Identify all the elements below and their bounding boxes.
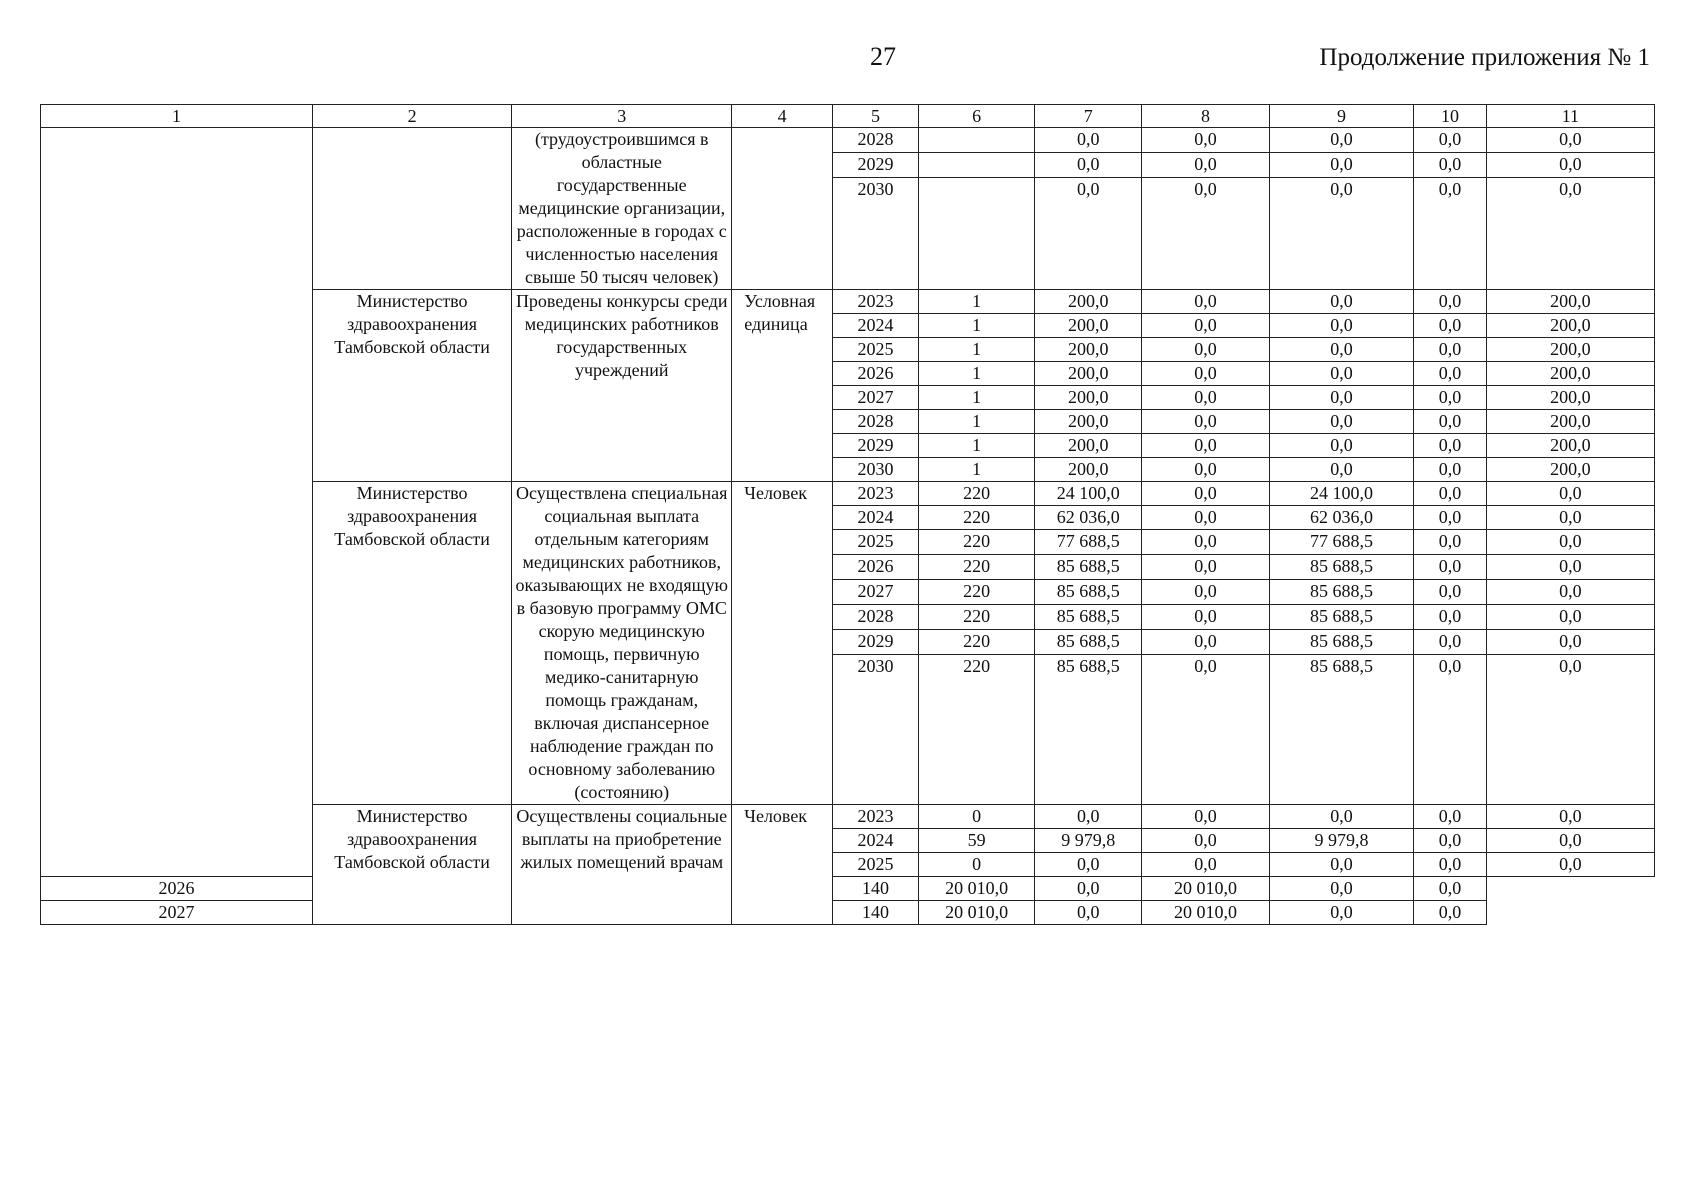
value-cell: 0,0	[1142, 178, 1270, 290]
value-cell: 0,0	[1142, 153, 1270, 178]
year-cell: 2026	[41, 877, 313, 901]
value-cell: 220	[919, 530, 1035, 555]
value-cell: 200,0	[1486, 290, 1654, 314]
unit-cell: Условная единица	[732, 290, 833, 482]
value-cell: 0,0	[1414, 290, 1487, 314]
value-cell: 0,0	[1414, 853, 1487, 877]
value-cell: 0	[919, 853, 1035, 877]
year-cell: 2024	[832, 506, 918, 530]
year-cell: 2029	[832, 630, 918, 655]
value-cell: 0,0	[1269, 901, 1413, 925]
value-cell: 200,0	[1035, 314, 1142, 338]
value-cell: 0,0	[1486, 153, 1654, 178]
value-cell: 1	[919, 434, 1035, 458]
value-cell: 0,0	[1414, 506, 1487, 530]
year-cell: 2029	[832, 434, 918, 458]
executor-cell: Министерство здравоохранения Тамбовской области	[312, 482, 511, 805]
column-1-cell	[41, 128, 313, 877]
value-cell: 0,0	[1414, 901, 1487, 925]
value-cell: 0,0	[1486, 178, 1654, 290]
executor-cell	[312, 128, 511, 290]
year-cell: 2027	[41, 901, 313, 925]
value-cell: 220	[919, 482, 1035, 506]
value-cell: 200,0	[1486, 434, 1654, 458]
value-cell: 0,0	[1414, 655, 1487, 805]
column-header: 1	[41, 105, 313, 128]
value-cell: 0,0	[1269, 805, 1413, 829]
value-cell: 0,0	[1142, 314, 1270, 338]
table-row	[41, 877, 1655, 901]
value-cell: 200,0	[1486, 338, 1654, 362]
year-cell: 2029	[832, 153, 918, 178]
value-cell: 85 688,5	[1035, 605, 1142, 630]
value-cell: 0,0	[1269, 458, 1413, 482]
year-cell: 2025	[832, 530, 918, 555]
column-header: 7	[1035, 105, 1142, 128]
value-cell: 200,0	[1035, 410, 1142, 434]
year-cell: 2027	[832, 386, 918, 410]
value-cell: 200,0	[1035, 362, 1142, 386]
value-cell: 0,0	[1414, 530, 1487, 555]
value-cell: 0,0	[1414, 153, 1487, 178]
value-cell: 0,0	[1269, 877, 1413, 901]
column-header: 6	[919, 105, 1035, 128]
result-cell: (трудоустроившимся в областные государственные медицинские организации, расположенные в городах с численностью населения свыше 50 тысяч человек)	[512, 128, 732, 290]
value-cell: 200,0	[1486, 410, 1654, 434]
value-cell: 85 688,5	[1269, 630, 1413, 655]
result-cell: Осуществлена специальная социальная выплата отдельным категориям медицинских работников, оказывающих не входящую в базовую программу ОМС скорую медицинскую помощь, первичную медико-санитарную помощь гражданам, включая диспансерное наблюдение граждан по основному заболеванию (состоянию)	[512, 482, 732, 805]
value-cell: 0,0	[1486, 506, 1654, 530]
value-cell: 0,0	[1142, 434, 1270, 458]
value-cell: 0,0	[1414, 580, 1487, 605]
table-row	[41, 128, 1655, 153]
value-cell: 140	[832, 877, 918, 901]
value-cell: 200,0	[1035, 434, 1142, 458]
year-cell: 2028	[832, 605, 918, 630]
appendix-table	[40, 104, 1655, 925]
value-cell: 0,0	[1486, 580, 1654, 605]
result-cell: Осуществлены социальные выплаты на приобретение жилых помещений врачам	[512, 805, 732, 925]
value-cell	[919, 153, 1035, 178]
value-cell: 0,0	[1414, 805, 1487, 829]
value-cell: 85 688,5	[1269, 580, 1413, 605]
value-cell: 0,0	[1035, 153, 1142, 178]
year-cell: 2024	[832, 314, 918, 338]
value-cell: 0	[919, 805, 1035, 829]
value-cell	[919, 128, 1035, 153]
value-cell: 0,0	[1414, 314, 1487, 338]
value-cell: 85 688,5	[1035, 555, 1142, 580]
value-cell: 0,0	[1486, 605, 1654, 630]
value-cell: 20 010,0	[1142, 901, 1270, 925]
value-cell: 0,0	[1142, 655, 1270, 805]
year-cell: 2030	[832, 655, 918, 805]
value-cell: 0,0	[1142, 128, 1270, 153]
value-cell: 1	[919, 338, 1035, 362]
value-cell: 0,0	[1142, 829, 1270, 853]
value-cell: 0,0	[1486, 555, 1654, 580]
executor-cell: Министерство здравоохранения Тамбовской области	[312, 805, 511, 925]
year-cell: 2023	[832, 290, 918, 314]
value-cell: 0,0	[1414, 458, 1487, 482]
column-header: 4	[732, 105, 833, 128]
value-cell: 0,0	[1486, 829, 1654, 853]
value-cell: 0,0	[1035, 877, 1142, 901]
executor-cell: Министерство здравоохранения Тамбовской области	[312, 290, 511, 482]
value-cell: 0,0	[1269, 178, 1413, 290]
value-cell: 0,0	[1414, 605, 1487, 630]
value-cell: 20 010,0	[919, 901, 1035, 925]
value-cell: 0,0	[1414, 555, 1487, 580]
value-cell: 77 688,5	[1035, 530, 1142, 555]
value-cell: 0,0	[1035, 128, 1142, 153]
column-header: 8	[1142, 105, 1270, 128]
value-cell: 0,0	[1142, 506, 1270, 530]
value-cell: 220	[919, 580, 1035, 605]
column-header: 10	[1414, 105, 1487, 128]
value-cell: 1	[919, 458, 1035, 482]
value-cell: 200,0	[1035, 458, 1142, 482]
value-cell: 0,0	[1142, 338, 1270, 362]
column-header: 2	[312, 105, 511, 128]
value-cell: 0,0	[1414, 877, 1487, 901]
value-cell: 0,0	[1414, 128, 1487, 153]
value-cell: 1	[919, 362, 1035, 386]
value-cell: 200,0	[1486, 314, 1654, 338]
year-cell: 2025	[832, 853, 918, 877]
value-cell: 20 010,0	[1142, 877, 1270, 901]
value-cell: 0,0	[1486, 128, 1654, 153]
value-cell: 0,0	[1142, 386, 1270, 410]
value-cell: 0,0	[1142, 580, 1270, 605]
year-cell: 2028	[832, 128, 918, 153]
unit-cell: Человек	[732, 805, 833, 925]
value-cell: 85 688,5	[1269, 555, 1413, 580]
value-cell: 1	[919, 386, 1035, 410]
year-cell: 2027	[832, 580, 918, 605]
column-header: 5	[832, 105, 918, 128]
value-cell: 0,0	[1486, 482, 1654, 506]
value-cell: 24 100,0	[1035, 482, 1142, 506]
value-cell: 0,0	[1142, 530, 1270, 555]
value-cell: 200,0	[1035, 338, 1142, 362]
year-cell: 2026	[832, 362, 918, 386]
value-cell: 62 036,0	[1035, 506, 1142, 530]
value-cell: 0,0	[1142, 410, 1270, 434]
value-cell: 0,0	[1142, 853, 1270, 877]
value-cell: 9 979,8	[1269, 829, 1413, 853]
value-cell: 85 688,5	[1269, 605, 1413, 630]
value-cell: 220	[919, 555, 1035, 580]
value-cell: 0,0	[1142, 805, 1270, 829]
value-cell: 0,0	[1269, 314, 1413, 338]
value-cell: 0,0	[1414, 386, 1487, 410]
value-cell: 0,0	[1142, 555, 1270, 580]
value-cell: 77 688,5	[1269, 530, 1413, 555]
unit-cell: Человек	[732, 482, 833, 805]
value-cell: 85 688,5	[1035, 655, 1142, 805]
value-cell: 0,0	[1414, 410, 1487, 434]
value-cell: 0,0	[1486, 805, 1654, 829]
table-row	[41, 901, 1655, 925]
value-cell: 20 010,0	[919, 877, 1035, 901]
value-cell: 0,0	[1142, 290, 1270, 314]
year-cell: 2030	[832, 178, 918, 290]
year-cell: 2025	[832, 338, 918, 362]
page-heading: Продолжение приложения № 1	[1319, 44, 1650, 71]
value-cell: 0,0	[1269, 410, 1413, 434]
value-cell: 85 688,5	[1035, 580, 1142, 605]
value-cell: 200,0	[1035, 290, 1142, 314]
value-cell: 220	[919, 506, 1035, 530]
value-cell: 9 979,8	[1035, 829, 1142, 853]
result-cell: Проведены конкурсы среди медицинских работников государственных учреждений	[512, 290, 732, 482]
value-cell: 0,0	[1142, 482, 1270, 506]
value-cell: 0,0	[1269, 290, 1413, 314]
column-header: 9	[1269, 105, 1413, 128]
value-cell: 0,0	[1142, 630, 1270, 655]
value-cell: 0,0	[1035, 178, 1142, 290]
value-cell: 0,0	[1035, 805, 1142, 829]
year-cell: 2023	[832, 482, 918, 506]
value-cell: 0,0	[1269, 853, 1413, 877]
year-cell: 2030	[832, 458, 918, 482]
value-cell: 200,0	[1486, 386, 1654, 410]
value-cell: 0,0	[1269, 386, 1413, 410]
value-cell: 200,0	[1035, 386, 1142, 410]
value-cell: 0,0	[1486, 853, 1654, 877]
value-cell: 0,0	[1414, 434, 1487, 458]
value-cell: 85 688,5	[1269, 655, 1413, 805]
year-cell: 2024	[832, 829, 918, 853]
value-cell: 1	[919, 290, 1035, 314]
value-cell: 0,0	[1486, 630, 1654, 655]
value-cell: 0,0	[1414, 630, 1487, 655]
value-cell: 0,0	[1414, 338, 1487, 362]
value-cell: 0,0	[1414, 482, 1487, 506]
value-cell: 1	[919, 410, 1035, 434]
value-cell: 0,0	[1142, 362, 1270, 386]
value-cell: 0,0	[1414, 829, 1487, 853]
value-cell: 62 036,0	[1269, 506, 1413, 530]
column-header: 11	[1486, 105, 1654, 128]
value-cell	[919, 178, 1035, 290]
year-cell: 2023	[832, 805, 918, 829]
value-cell: 220	[919, 655, 1035, 805]
value-cell: 0,0	[1142, 458, 1270, 482]
value-cell: 24 100,0	[1269, 482, 1413, 506]
year-cell: 2026	[832, 555, 918, 580]
value-cell: 0,0	[1414, 362, 1487, 386]
value-cell: 0,0	[1269, 362, 1413, 386]
value-cell: 59	[919, 829, 1035, 853]
page-number: 27	[870, 42, 896, 71]
value-cell: 220	[919, 630, 1035, 655]
value-cell: 140	[832, 901, 918, 925]
value-cell: 0,0	[1035, 901, 1142, 925]
value-cell: 85 688,5	[1035, 630, 1142, 655]
value-cell: 0,0	[1035, 853, 1142, 877]
unit-cell	[732, 128, 833, 290]
value-cell: 220	[919, 605, 1035, 630]
value-cell: 0,0	[1486, 530, 1654, 555]
value-cell: 0,0	[1269, 338, 1413, 362]
value-cell: 0,0	[1486, 655, 1654, 805]
column-header-row	[41, 105, 1655, 128]
value-cell: 0,0	[1269, 153, 1413, 178]
year-cell: 2028	[832, 410, 918, 434]
value-cell: 200,0	[1486, 362, 1654, 386]
value-cell: 200,0	[1486, 458, 1654, 482]
column-header: 3	[512, 105, 732, 128]
value-cell: 0,0	[1414, 178, 1487, 290]
value-cell: 0,0	[1269, 434, 1413, 458]
value-cell: 1	[919, 314, 1035, 338]
value-cell: 0,0	[1269, 128, 1413, 153]
value-cell: 0,0	[1142, 605, 1270, 630]
